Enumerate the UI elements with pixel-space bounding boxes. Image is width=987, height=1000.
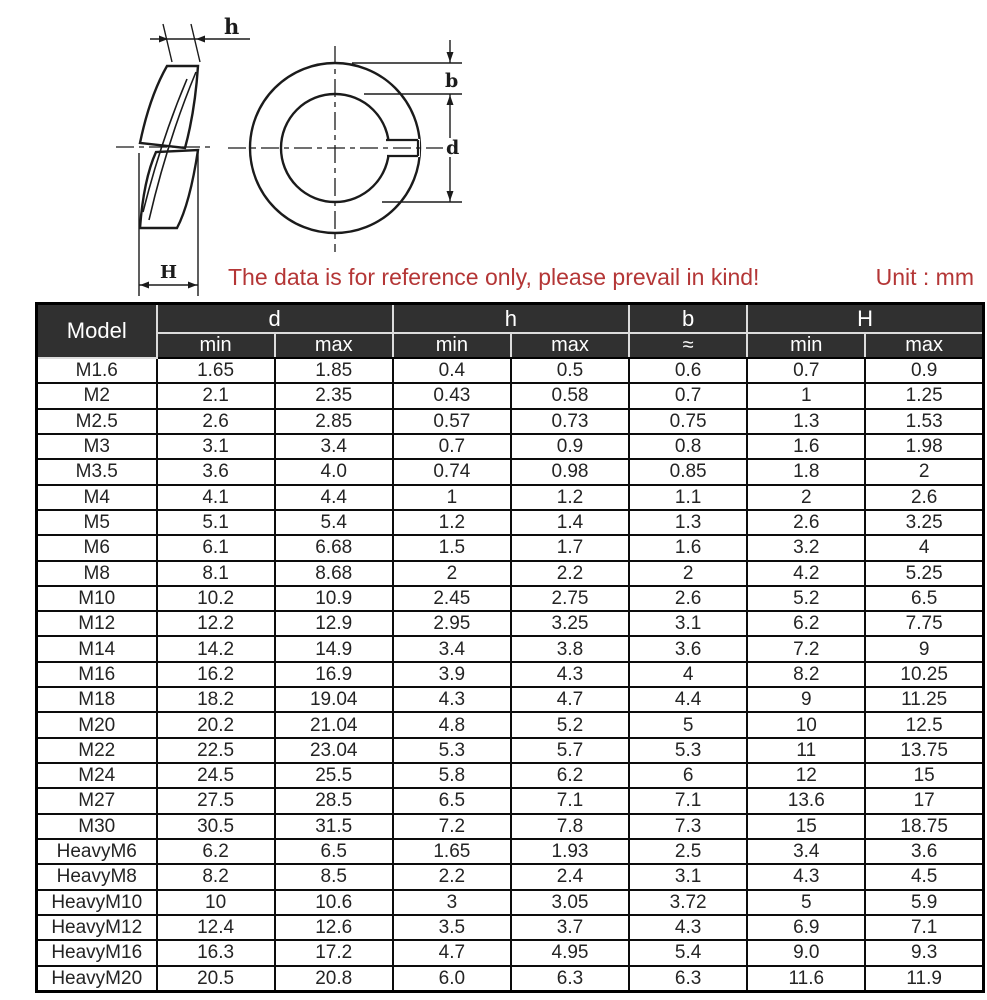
value-cell: 9.3 <box>865 940 983 965</box>
header-d-max: max <box>275 333 393 358</box>
value-cell: 1.25 <box>865 383 983 408</box>
spec-table-body <box>37 358 984 992</box>
value-cell: 1.53 <box>865 409 983 434</box>
value-cell: 2.2 <box>393 864 511 889</box>
value-cell: 0.7 <box>393 434 511 459</box>
value-cell: 2.75 <box>511 586 629 611</box>
value-cell: 1.93 <box>511 839 629 864</box>
value-cell: 4 <box>629 662 747 687</box>
value-cell: 20.8 <box>275 966 393 992</box>
model-cell: M6 <box>37 535 157 560</box>
model-cell: HeavyM20 <box>37 966 157 992</box>
value-cell: 2.6 <box>629 586 747 611</box>
value-cell: 0.75 <box>629 409 747 434</box>
value-cell: 8.2 <box>157 864 275 889</box>
dim-label-b: b <box>445 70 459 92</box>
value-cell: 10 <box>157 890 275 915</box>
value-cell: 5 <box>629 712 747 737</box>
value-cell: 24.5 <box>157 763 275 788</box>
model-cell: M2.5 <box>37 409 157 434</box>
value-cell: 30.5 <box>157 814 275 839</box>
value-cell: 6.2 <box>747 611 865 636</box>
model-cell: M4 <box>37 485 157 510</box>
value-cell: 1.6 <box>629 535 747 560</box>
value-cell: 3.8 <box>511 636 629 661</box>
value-cell: 6.1 <box>157 535 275 560</box>
value-cell: 9 <box>747 687 865 712</box>
value-cell: 4.4 <box>275 485 393 510</box>
value-cell: 4.0 <box>275 459 393 484</box>
value-cell: 1.6 <box>747 434 865 459</box>
value-cell: 3.1 <box>157 434 275 459</box>
model-cell: M27 <box>37 788 157 813</box>
value-cell: 4.7 <box>393 940 511 965</box>
value-cell: 1.7 <box>511 535 629 560</box>
table-row <box>37 358 984 383</box>
value-cell: 3.7 <box>511 915 629 940</box>
value-cell: 7.2 <box>747 636 865 661</box>
value-cell: 2.2 <box>511 561 629 586</box>
value-cell: 4.4 <box>629 687 747 712</box>
value-cell: 4.3 <box>747 864 865 889</box>
model-cell: M18 <box>37 687 157 712</box>
header-H-min: min <box>747 333 865 358</box>
table-row <box>37 434 984 459</box>
value-cell: 3.4 <box>393 636 511 661</box>
value-cell: 2.5 <box>629 839 747 864</box>
value-cell: 20.5 <box>157 966 275 992</box>
value-cell: 2.85 <box>275 409 393 434</box>
value-cell: 2.6 <box>157 409 275 434</box>
header-h-max: max <box>511 333 629 358</box>
spec-table <box>35 302 985 993</box>
model-cell: M22 <box>37 738 157 763</box>
value-cell: 14.9 <box>275 636 393 661</box>
value-cell: 0.98 <box>511 459 629 484</box>
value-cell: 1 <box>393 485 511 510</box>
value-cell: 4.3 <box>393 687 511 712</box>
value-cell: 3.25 <box>511 611 629 636</box>
table-row <box>37 409 984 434</box>
value-cell: 11.6 <box>747 966 865 992</box>
value-cell: 10.25 <box>865 662 983 687</box>
value-cell: 16.3 <box>157 940 275 965</box>
value-cell: 9 <box>865 636 983 661</box>
model-cell: M8 <box>37 561 157 586</box>
model-cell: M20 <box>37 712 157 737</box>
model-cell: M10 <box>37 586 157 611</box>
value-cell: 2.1 <box>157 383 275 408</box>
model-cell: M2 <box>37 383 157 408</box>
value-cell: 5.4 <box>275 510 393 535</box>
table-row <box>37 561 984 586</box>
value-cell: 1.1 <box>629 485 747 510</box>
model-cell: M3 <box>37 434 157 459</box>
value-cell: 17.2 <box>275 940 393 965</box>
value-cell: 4.7 <box>511 687 629 712</box>
value-cell: 7.8 <box>511 814 629 839</box>
model-cell: M5 <box>37 510 157 535</box>
notice-line <box>228 264 987 290</box>
model-cell: HeavyM10 <box>37 890 157 915</box>
spec-table-container <box>35 302 985 993</box>
value-cell: 11.9 <box>865 966 983 992</box>
value-cell: 7.2 <box>393 814 511 839</box>
value-cell: 12.5 <box>865 712 983 737</box>
model-cell: HeavyM8 <box>37 864 157 889</box>
value-cell: 4.3 <box>511 662 629 687</box>
table-row <box>37 864 984 889</box>
value-cell: 5.4 <box>629 940 747 965</box>
value-cell: 4.1 <box>157 485 275 510</box>
value-cell: 0.4 <box>393 358 511 383</box>
table-row <box>37 940 984 965</box>
value-cell: 3 <box>393 890 511 915</box>
value-cell: 13.6 <box>747 788 865 813</box>
value-cell: 2.35 <box>275 383 393 408</box>
reference-warning-text: The data is for reference only, please prevail in kind! <box>228 264 760 290</box>
value-cell: 6.2 <box>511 763 629 788</box>
value-cell: 6.5 <box>275 839 393 864</box>
value-cell: 21.04 <box>275 712 393 737</box>
value-cell: 0.6 <box>629 358 747 383</box>
value-cell: 1.98 <box>865 434 983 459</box>
value-cell: 6.2 <box>157 839 275 864</box>
table-row <box>37 636 984 661</box>
dimension-b-d <box>352 40 462 202</box>
table-row <box>37 966 984 992</box>
value-cell: 23.04 <box>275 738 393 763</box>
value-cell: 3.05 <box>511 890 629 915</box>
value-cell: 7.1 <box>511 788 629 813</box>
value-cell: 6.68 <box>275 535 393 560</box>
value-cell: 6.9 <box>747 915 865 940</box>
value-cell: 7.1 <box>629 788 747 813</box>
table-row <box>37 687 984 712</box>
value-cell: 1.2 <box>511 485 629 510</box>
value-cell: 3.72 <box>629 890 747 915</box>
value-cell: 2.95 <box>393 611 511 636</box>
table-row <box>37 383 984 408</box>
value-cell: 2 <box>747 485 865 510</box>
value-cell: 3.1 <box>629 864 747 889</box>
value-cell: 7.75 <box>865 611 983 636</box>
value-cell: 1.3 <box>747 409 865 434</box>
model-cell: M24 <box>37 763 157 788</box>
value-cell: 4.3 <box>629 915 747 940</box>
value-cell: 16.2 <box>157 662 275 687</box>
value-cell: 27.5 <box>157 788 275 813</box>
value-cell: 2.45 <box>393 586 511 611</box>
table-row <box>37 485 984 510</box>
model-cell: HeavyM16 <box>37 940 157 965</box>
value-cell: 3.4 <box>275 434 393 459</box>
value-cell: 0.9 <box>511 434 629 459</box>
value-cell: 4.5 <box>865 864 983 889</box>
value-cell: 6.0 <box>393 966 511 992</box>
dim-label-h: h <box>224 14 240 39</box>
value-cell: 1.85 <box>275 358 393 383</box>
spec-table-header <box>37 304 984 359</box>
value-cell: 1.3 <box>629 510 747 535</box>
value-cell: 0.74 <box>393 459 511 484</box>
value-cell: 2.6 <box>747 510 865 535</box>
value-cell: 2 <box>393 561 511 586</box>
value-cell: 12.6 <box>275 915 393 940</box>
header-model: Model <box>37 304 157 359</box>
table-row <box>37 915 984 940</box>
value-cell: 22.5 <box>157 738 275 763</box>
value-cell: 3.1 <box>629 611 747 636</box>
value-cell: 17 <box>865 788 983 813</box>
table-row <box>37 890 984 915</box>
side-view-upper-leaf <box>140 66 198 148</box>
value-cell: 10.2 <box>157 586 275 611</box>
value-cell: 7.1 <box>865 915 983 940</box>
value-cell: 31.5 <box>275 814 393 839</box>
value-cell: 6.3 <box>629 966 747 992</box>
value-cell: 3.9 <box>393 662 511 687</box>
value-cell: 1.2 <box>393 510 511 535</box>
value-cell: 0.43 <box>393 383 511 408</box>
value-cell: 15 <box>747 814 865 839</box>
value-cell: 1 <box>747 383 865 408</box>
header-H-max: max <box>865 333 983 358</box>
value-cell: 13.75 <box>865 738 983 763</box>
value-cell: 2.4 <box>511 864 629 889</box>
value-cell: 8.68 <box>275 561 393 586</box>
value-cell: 4.2 <box>747 561 865 586</box>
header-group-d: d <box>157 304 393 334</box>
value-cell: 0.58 <box>511 383 629 408</box>
value-cell: 5.3 <box>393 738 511 763</box>
value-cell: 6.3 <box>511 966 629 992</box>
model-cell: M12 <box>37 611 157 636</box>
value-cell: 1.5 <box>393 535 511 560</box>
value-cell: 5.25 <box>865 561 983 586</box>
value-cell: 3.4 <box>747 839 865 864</box>
value-cell: 1.65 <box>393 839 511 864</box>
value-cell: 5.3 <box>629 738 747 763</box>
technical-drawing <box>0 0 987 302</box>
table-row <box>37 510 984 535</box>
value-cell: 8.1 <box>157 561 275 586</box>
model-cell: HeavyM12 <box>37 915 157 940</box>
header-group-h: h <box>393 304 629 334</box>
value-cell: 3.6 <box>629 636 747 661</box>
value-cell: 4.95 <box>511 940 629 965</box>
value-cell: 25.5 <box>275 763 393 788</box>
value-cell: 0.7 <box>629 383 747 408</box>
value-cell: 5.8 <box>393 763 511 788</box>
value-cell: 1.8 <box>747 459 865 484</box>
value-cell: 19.04 <box>275 687 393 712</box>
table-row <box>37 611 984 636</box>
header-group-H: H <box>747 304 983 334</box>
value-cell: 20.2 <box>157 712 275 737</box>
value-cell: 0.8 <box>629 434 747 459</box>
table-row <box>37 459 984 484</box>
value-cell: 3.6 <box>157 459 275 484</box>
dim-label-H: H <box>160 262 178 283</box>
value-cell: 3.5 <box>393 915 511 940</box>
table-row <box>37 586 984 611</box>
value-cell: 5.9 <box>865 890 983 915</box>
table-row <box>37 788 984 813</box>
value-cell: 10.6 <box>275 890 393 915</box>
value-cell: 5.2 <box>511 712 629 737</box>
value-cell: 3.25 <box>865 510 983 535</box>
value-cell: 4 <box>865 535 983 560</box>
table-row <box>37 535 984 560</box>
value-cell: 18.2 <box>157 687 275 712</box>
value-cell: 4.8 <box>393 712 511 737</box>
value-cell: 0.9 <box>865 358 983 383</box>
value-cell: 12.4 <box>157 915 275 940</box>
value-cell: 12.2 <box>157 611 275 636</box>
value-cell: 11 <box>747 738 865 763</box>
value-cell: 18.75 <box>865 814 983 839</box>
value-cell: 5 <box>747 890 865 915</box>
value-cell: 1.65 <box>157 358 275 383</box>
value-cell: 9.0 <box>747 940 865 965</box>
model-cell: M3.5 <box>37 459 157 484</box>
value-cell: 8.5 <box>275 864 393 889</box>
value-cell: 7.3 <box>629 814 747 839</box>
value-cell: 0.5 <box>511 358 629 383</box>
value-cell: 3.6 <box>865 839 983 864</box>
table-row <box>37 814 984 839</box>
value-cell: 1.4 <box>511 510 629 535</box>
dim-label-d: d <box>446 137 460 159</box>
table-row <box>37 662 984 687</box>
unit-label: Unit : mm <box>875 264 974 290</box>
model-cell: M30 <box>37 814 157 839</box>
table-row <box>37 839 984 864</box>
header-b-approx: ≈ <box>629 333 747 358</box>
value-cell: 10 <box>747 712 865 737</box>
value-cell: 5.2 <box>747 586 865 611</box>
value-cell: 0.85 <box>629 459 747 484</box>
value-cell: 5.7 <box>511 738 629 763</box>
value-cell: 0.7 <box>747 358 865 383</box>
header-d-min: min <box>157 333 275 358</box>
table-row <box>37 763 984 788</box>
model-cell: M1.6 <box>37 358 157 383</box>
value-cell: 15 <box>865 763 983 788</box>
table-row <box>37 712 984 737</box>
value-cell: 2.6 <box>865 485 983 510</box>
header-group-b: b <box>629 304 747 334</box>
value-cell: 2 <box>865 459 983 484</box>
value-cell: 16.9 <box>275 662 393 687</box>
model-cell: M14 <box>37 636 157 661</box>
value-cell: 14.2 <box>157 636 275 661</box>
value-cell: 0.73 <box>511 409 629 434</box>
model-cell: HeavyM6 <box>37 839 157 864</box>
table-row <box>37 738 984 763</box>
value-cell: 6.5 <box>393 788 511 813</box>
value-cell: 12.9 <box>275 611 393 636</box>
value-cell: 6.5 <box>865 586 983 611</box>
value-cell: 28.5 <box>275 788 393 813</box>
value-cell: 8.2 <box>747 662 865 687</box>
value-cell: 0.57 <box>393 409 511 434</box>
value-cell: 5.1 <box>157 510 275 535</box>
header-h-min: min <box>393 333 511 358</box>
value-cell: 12 <box>747 763 865 788</box>
value-cell: 11.25 <box>865 687 983 712</box>
value-cell: 10.9 <box>275 586 393 611</box>
value-cell: 3.2 <box>747 535 865 560</box>
value-cell: 6 <box>629 763 747 788</box>
model-cell: M16 <box>37 662 157 687</box>
value-cell: 2 <box>629 561 747 586</box>
